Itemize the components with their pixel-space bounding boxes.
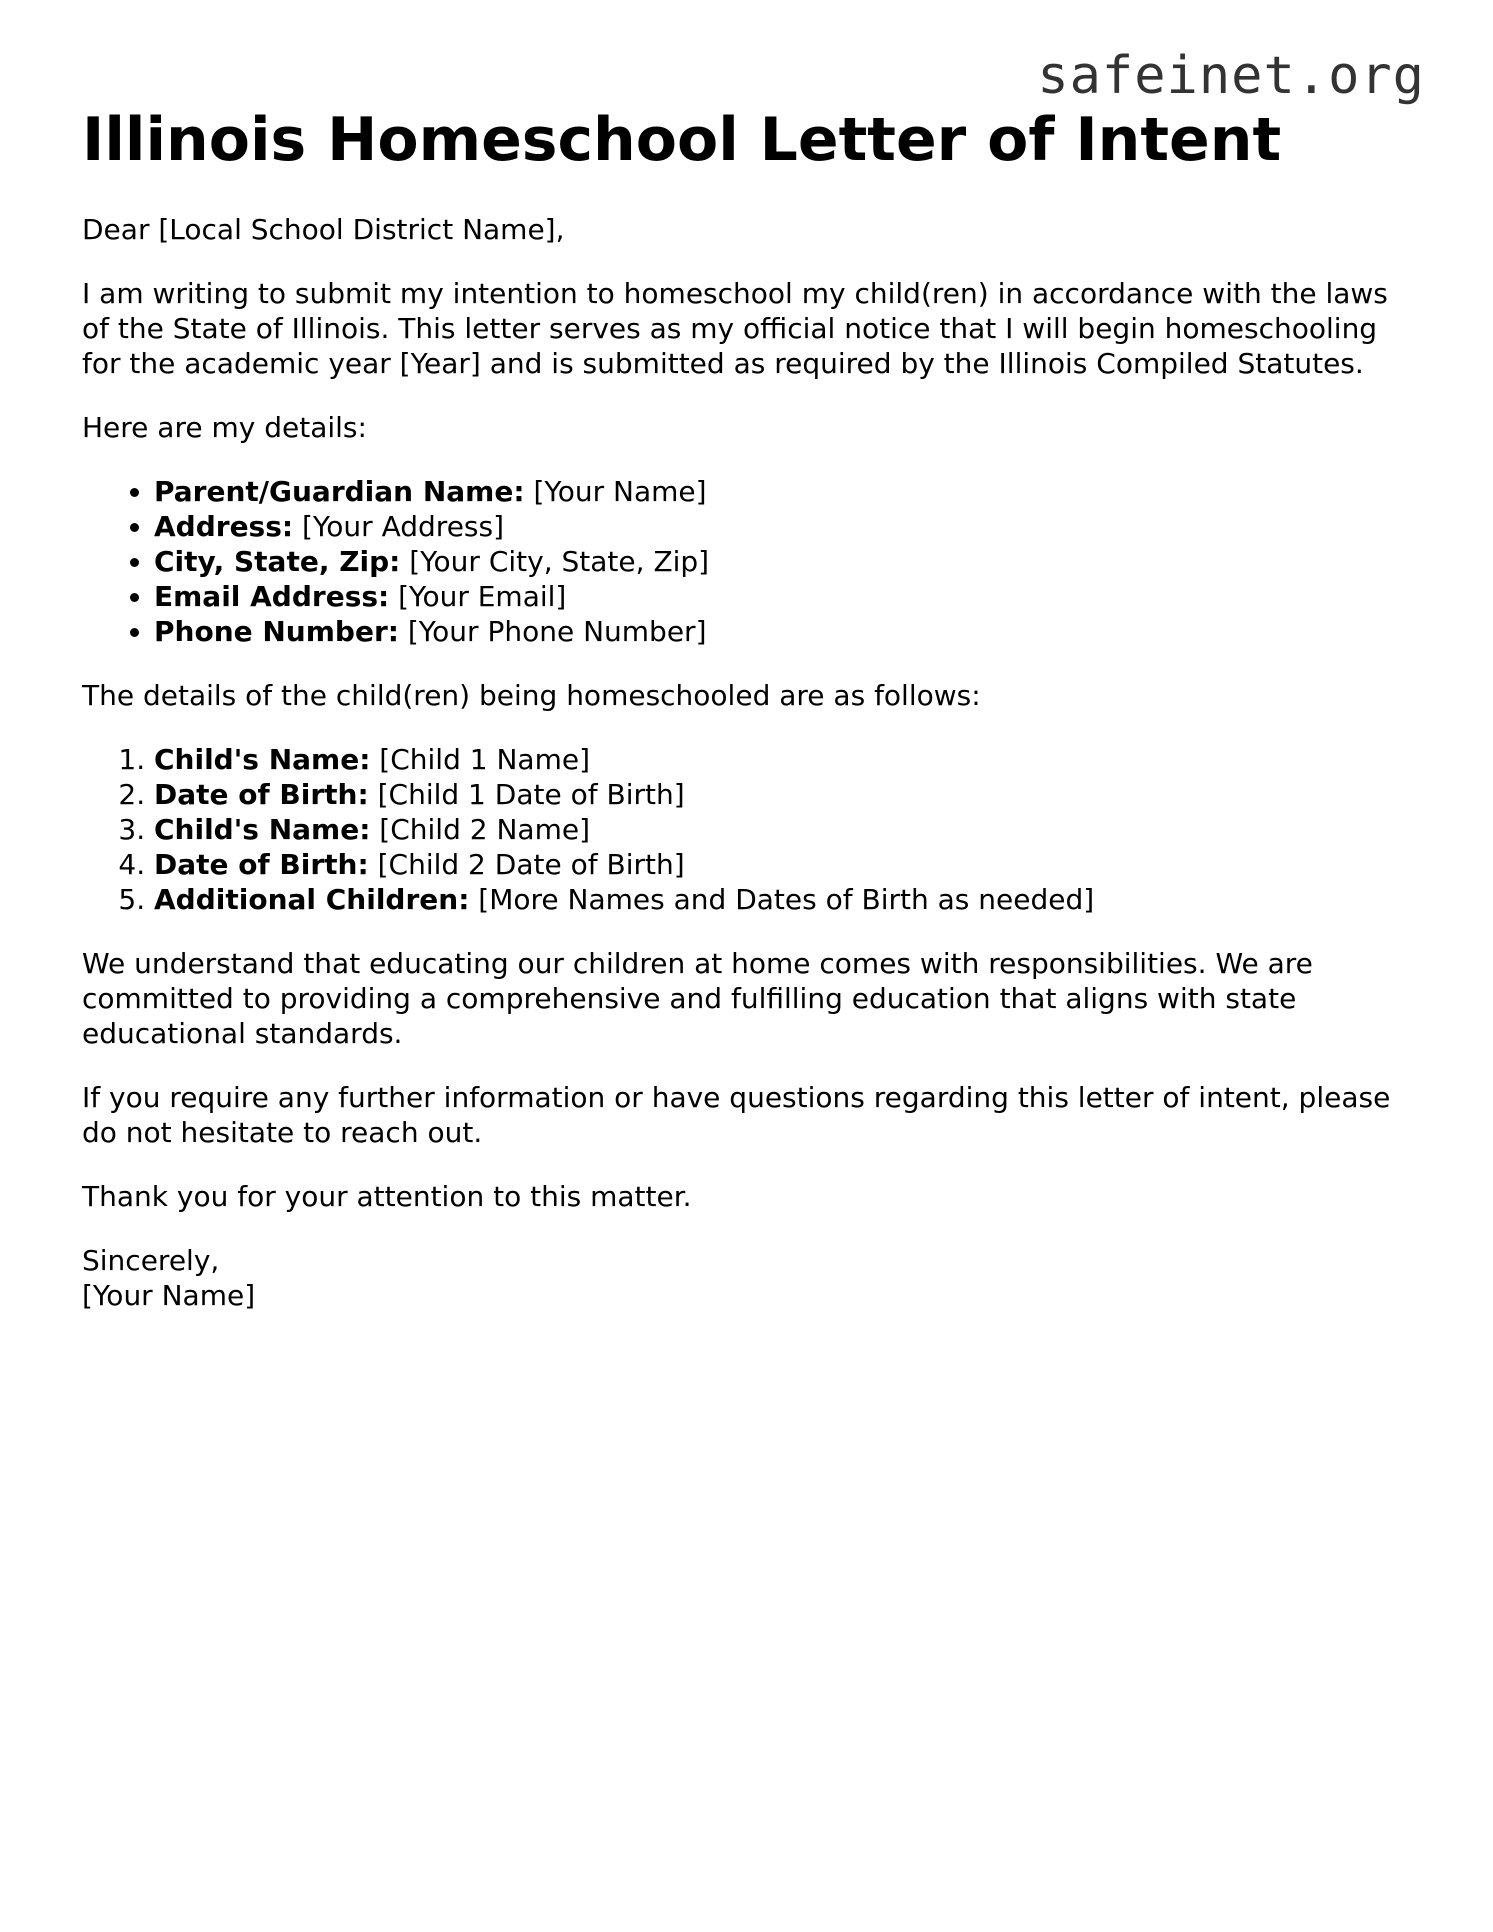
list-item — [154, 847, 1402, 882]
child-label: Additional Children: — [154, 883, 470, 916]
child-label: Child's Name: — [154, 743, 371, 776]
detail-value: [Your Address] — [293, 510, 505, 543]
child-label: Child's Name: — [154, 813, 371, 846]
list-item — [154, 509, 1402, 544]
further-info-paragraph: If you require any further information or have questions regarding this letter of intent, please do not hesitate to reach out. — [82, 1081, 1391, 1149]
parent-details-list — [82, 474, 1402, 649]
list-item — [154, 579, 1402, 614]
child-label: Date of Birth: — [154, 778, 369, 811]
detail-label: Email Address: — [154, 580, 390, 613]
child-value: [Child 1 Name] — [370, 743, 591, 776]
detail-value: [Your Phone Number] — [398, 615, 707, 648]
detail-value: [Your Name] — [524, 475, 707, 508]
detail-label: City, State, Zip: — [154, 545, 401, 578]
list-item — [154, 544, 1402, 579]
list-item — [154, 614, 1402, 649]
child-value: [Child 2 Date of Birth] — [368, 848, 685, 881]
child-value: [Child 1 Date of Birth] — [368, 778, 685, 811]
commitment-paragraph: We understand that educating our children at home comes with responsibilities. We are committed to providing a comprehensive and fulfilling education that aligns with state educational standards. — [82, 947, 1313, 1050]
children-details-list — [82, 742, 1402, 917]
detail-label: Phone Number: — [154, 615, 399, 648]
child-value: [Child 2 Name] — [370, 813, 591, 846]
intro-paragraph: I am writing to submit my intention to homeschool my child(ren) in accordance with the laws of the State of Illinois. This letter serves as my official notice that I will begin homeschooling for the academic year [Year] and is submitted as required by the Illinois Compiled Statutes. — [82, 277, 1388, 380]
detail-label: Parent/Guardian Name: — [154, 475, 525, 508]
children-heading: The details of the child(ren) being homeschooled are as follows: — [82, 679, 981, 712]
list-item — [154, 474, 1402, 509]
details-heading: Here are my details: — [82, 411, 367, 444]
page-title: Illinois Homeschool Letter of Intent — [82, 105, 1282, 175]
list-item — [154, 742, 1402, 777]
closing: Sincerely, — [82, 1244, 220, 1277]
letter-document — [82, 104, 1402, 1342]
site-watermark: safeinet.org — [1037, 46, 1425, 106]
list-item — [154, 812, 1402, 847]
thanks-paragraph: Thank you for your attention to this matter. — [82, 1180, 692, 1213]
child-value: [More Names and Dates of Birth as needed] — [469, 883, 1095, 916]
list-item — [154, 777, 1402, 812]
child-label: Date of Birth: — [154, 848, 369, 881]
list-item — [154, 882, 1402, 917]
detail-value: [Your Email] — [389, 580, 567, 613]
detail-value: [Your City, State, Zip] — [400, 545, 710, 578]
signature-name: [Your Name] — [82, 1279, 256, 1312]
signature-block — [82, 1243, 1402, 1313]
detail-label: Address: — [154, 510, 294, 543]
greeting: Dear [Local School District Name], — [82, 213, 565, 246]
